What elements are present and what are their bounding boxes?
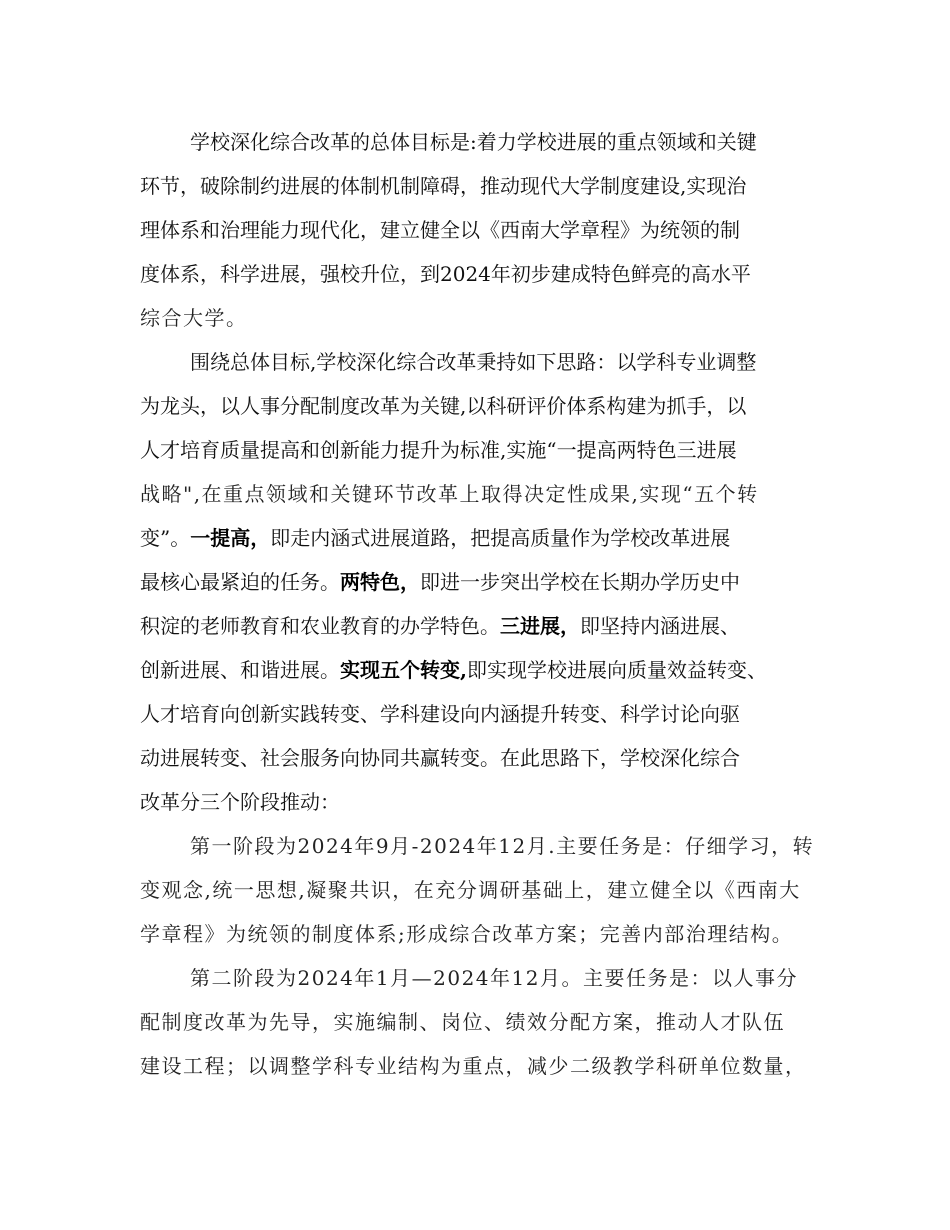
text-run: 人才培育质量提高和创新能力提升为标准,实施“一提高两特色三进展 — [140, 438, 737, 462]
text-run: 战略",在重点领域和关键环节改革上取得决定性成果,实现“五个转 — [140, 482, 759, 506]
text-line — [140, 480, 820, 508]
text-run: 建设工程；以调整学科专业结构为重点，减少二级教学科研单位数量， — [140, 1054, 807, 1078]
text-run: 即走内涵式进展道路，把提高质量作为学校改革进展 — [270, 526, 731, 550]
text-run: 即进一步突出学校在长期办学历史中 — [420, 570, 740, 594]
text-line — [190, 832, 870, 860]
text-line — [140, 304, 820, 332]
bold-term-three-developments: 三进展， — [500, 614, 580, 638]
text-run: 度体系，科学进展，强校升位，到2024年初步建成特色鲜亮的高水平 — [140, 262, 751, 286]
text-run: 为龙头，以人事分配制度改革为关键,以科研评价体系构建为抓手，以 — [140, 394, 747, 418]
text-run: 理体系和治理能力现代化，建立健全以《西南大学章程》为统领的制 — [140, 218, 740, 242]
text-run: 变观念,统一思想,凝聚共识，在充分调研基础上，建立健全以《西南大 — [140, 878, 801, 902]
text-run: 变”。 — [140, 526, 191, 550]
text-run: 第一阶段为2024年9月-2024年12月.主要任务是：仔细学习，转 — [190, 834, 815, 858]
text-line — [140, 172, 820, 200]
text-line — [140, 876, 820, 904]
text-run: 创新进展、和谐进展。 — [140, 658, 340, 682]
text-line — [190, 128, 870, 156]
text-run: 动进展转变、社会服务向协同共赢转变。在此思路下，学校深化综合 — [140, 746, 740, 770]
text-line — [140, 524, 820, 552]
text-run: 学章程》为统领的制度体系;形成综合改革方案；完善内部治理结构。 — [140, 922, 794, 946]
text-line — [140, 436, 820, 464]
text-line — [140, 744, 820, 772]
bold-term-two-features: 两特色， — [340, 570, 420, 594]
text-line — [140, 392, 820, 420]
text-run: 即坚持内涵进展、 — [580, 614, 740, 638]
text-line — [140, 260, 820, 288]
text-run: 积淀的老师教育和农业教育的办学特色。 — [140, 614, 500, 638]
text-line — [140, 1052, 820, 1080]
text-line — [140, 568, 820, 596]
bold-term-one-improvement: 一提高， — [190, 526, 271, 550]
text-line — [190, 348, 870, 376]
text-run: 配制度改革为先导，实施编制、岗位、绩效分配方案，推动人才队伍 — [140, 1010, 785, 1034]
text-run: 环节，破除制约进展的体制机制障碍，推动现代大学制度建设,实现治 — [140, 174, 747, 198]
text-run: 最核心最紧迫的任务。 — [140, 570, 340, 594]
text-run: 学校深化综合改革的总体目标是:着力学校进展的重点领域和关键 — [190, 130, 757, 154]
text-run: 围绕总体目标,学校深化综合改革秉持如下思路：以学科专业调整 — [190, 350, 757, 374]
text-line — [140, 700, 820, 728]
text-run: 第二阶段为2024年1月—2024年12月。主要任务是：以人事分 — [190, 966, 798, 990]
text-run: 改革分三个阶段推动： — [140, 790, 340, 814]
text-line — [140, 612, 820, 640]
text-line — [140, 788, 820, 816]
bold-term-five-transformations: 实现五个转变, — [340, 658, 467, 682]
text-run: 即实现学校进展向质量效益转变、 — [466, 658, 767, 682]
text-line — [190, 964, 870, 992]
text-line — [140, 656, 820, 684]
text-line — [140, 216, 820, 244]
text-run: 人才培育向创新实践转变、学科建设向内涵提升转变、科学讨论向驱 — [140, 702, 740, 726]
text-run: 综合大学。 — [140, 306, 248, 330]
text-line — [140, 920, 820, 948]
text-line — [140, 1008, 820, 1036]
